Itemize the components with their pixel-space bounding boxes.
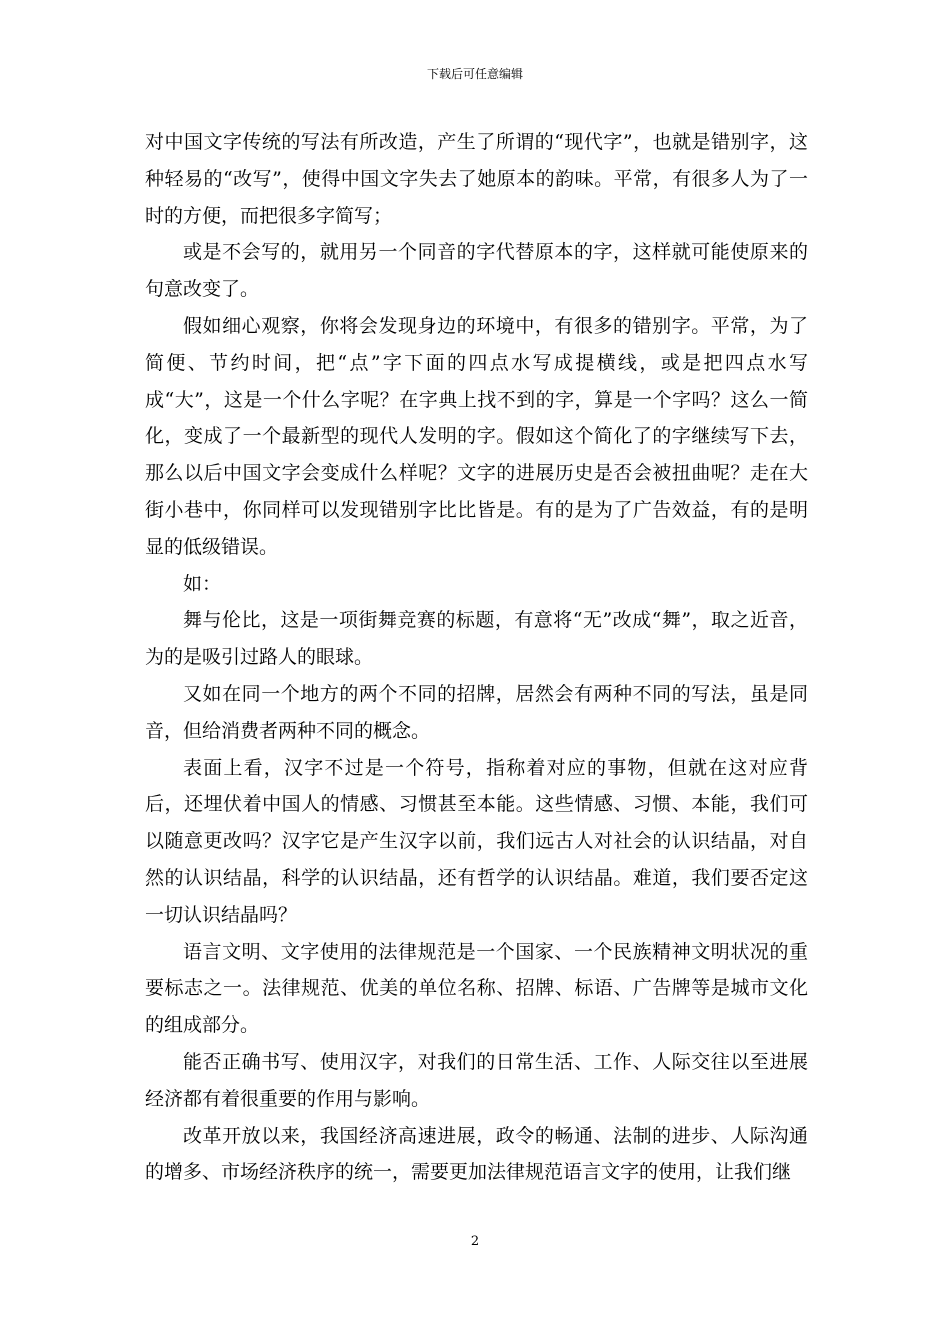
paragraph: 或是不会写的，就用另一个同音的字代替原本的字，这样就可能使原来的句意改变了。 [145, 241, 808, 301]
page-number: 2 [470, 1234, 480, 1249]
paragraph: 又如在同一个地方的两个不同的招牌，居然会有两种不同的写法，虽是同音，但给消费者两种不同的概念。 [145, 682, 808, 742]
document-body [145, 124, 808, 1191]
paragraph: 改革开放以来，我国经济高速进展，政令的畅通、法制的进步、人际沟通的增多、市场经济秩序的统一，需要更加法律规范语言文字的使用，让我们继 [145, 1124, 808, 1184]
paragraph: 表面上看，汉字不过是一个符号，指称着对应的事物，但就在这对应背后，还埋伏着中国人的情感、习惯甚至本能。这些情感、习惯、本能，我们可以随意更改吗？汉字它是产生汉字以前，我们远古人对社会的认识结晶，对自然的认识结晶，科学的认识结晶，还有哲学的认识结晶。难道，我们要否定这一切认识结晶吗？ [145, 756, 808, 926]
paragraph: 对中国文字传统的写法有所改造，产生了所谓的“现代字”，也就是错别字，这种轻易的“改写”，使得中国文字失去了她原本的韵味。平常，有很多人为了一时的方便，而把很多字简写； [145, 131, 808, 227]
paragraph: 语言文明、文字使用的法律规范是一个国家、一个民族精神文明状况的重要标志之一。法律规范、优美的单位名称、招牌、标语、广告牌等是城市文化的组成部分。 [145, 940, 808, 1037]
page-header: 下载后可任意编辑 [426, 67, 523, 81]
paragraph: 如： [183, 572, 222, 595]
paragraph: 假如细心观察，你将会发现身边的环境中，有很多的错别字。平常，为了简便、节约时间，把“点”字下面的四点水写成提横线，或是把四点水写成“大”，这是一个什么字呢？在字典上找不到的字，算是一个字吗？这么一简化，变成了一个最新型的现代人发明的字。假如这个简化了的字继续写下去，那么以后中国文字会变成什么样呢？文字的进展历史是否会被扭曲呢？走在大街小巷中，你同样可以发现错别字比比皆是。有的是为了广告效益，有的是明显的低级错误。 [145, 314, 808, 558]
paragraph: 能否正确书写、使用汉字，对我们的日常生活、工作、人际交往以至进展经济都有着很重要的作用与影响。 [145, 1050, 808, 1110]
paragraph: 舞与伦比，这是一项街舞竞赛的标题，有意将“无”改成“舞”，取之近音，为的是吸引过路人的眼球。 [145, 609, 808, 669]
